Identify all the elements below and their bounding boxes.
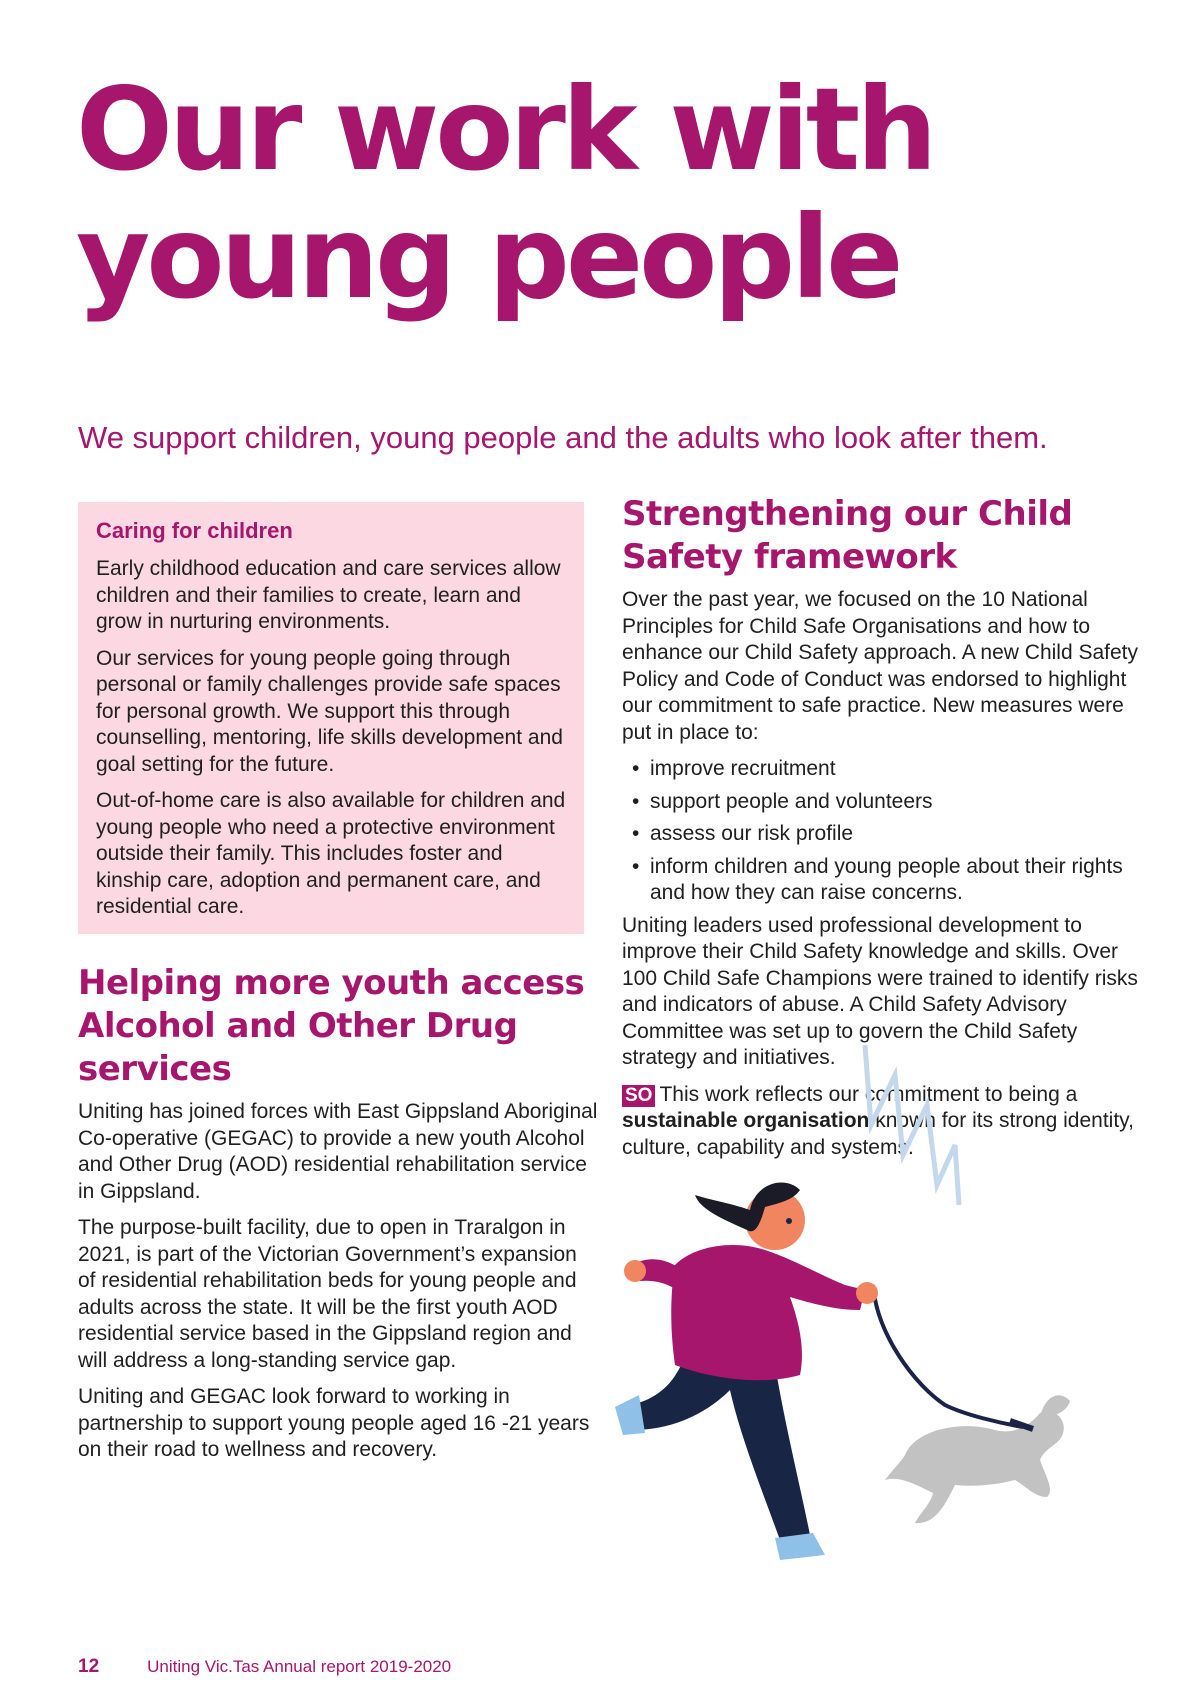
child-safety-intro: Over the past year, we focused on the 10 National Principles for Child Safe Organisations and how to enhance our Child Safety approach. A new Child Safety Policy and Code of Conduct was endorsed to highlight our commitment to safe practice. New measures were put in place to: [622,588,1138,744]
youth-aod-heading: Helping more youth access Alcohol and Other Drug services [78,963,585,1089]
hand [856,1282,878,1304]
girl-walking-dog-illustration [615,1035,1135,1635]
shoe [615,1395,645,1435]
page-title [76,63,1076,324]
report-name: Uniting Vic.Tas Annual report 2019-2020 [147,1657,452,1676]
child-safety-measures-list [622,756,1142,907]
child-safety-heading: Strengthening our Child Safety framework [622,494,1073,577]
intro-text: We support children, young people and the adults who look after them. [78,420,1048,455]
list-item: • assess our risk profile [632,822,854,845]
caring-heading: Caring for children [96,518,293,543]
lightning-icon [865,1045,959,1205]
caring-paragraph: Our services for young people going through personal or family challenges provide safe spaces for personal growth. We support this through counselling, mentoring, life skills development and goal setting for the future. [96,646,563,776]
page-title-line-2: young people [76,191,900,324]
list-item: • inform children and young people about their rights and how they can raise concerns. [632,854,1123,904]
so-highlight: sustainable organisation [622,1109,870,1132]
youth-aod-paragraph: Uniting has joined forces with East Gippsland Aboriginal Co-operative (GEGAC) to provide a new youth Alcohol and Other Drug (AOD) residential rehabilitation service in Gippsland. [78,1100,598,1203]
youth-aod-section [78,962,598,1474]
so-badge: SO [622,1085,655,1107]
list-item: • improve recruitment [632,757,836,780]
caring-paragraph: Out-of-home care is also available for children and young people who need a protective environment outside their family. This includes foster and kinship care, adoption and permanent care, and residential care. [96,789,566,918]
caring-paragraph: Early childhood education and care services allow children and their families to create, learn and grow in nurturing environments. [96,557,561,633]
hand [624,1260,646,1282]
page-title-line-1: Our work with [76,63,934,196]
child-safety-outro: Uniting leaders used professional development to improve their Child Safety knowledge and skills. Over 100 Child Safe Champions were trained to identify risks and indicators of abuse. A Child Safety Advisory Committee was set up to govern the Child Safety strategy and initiatives. [622,913,1138,1069]
list-item: • support people and volunteers [632,789,933,813]
sustainable-organisation-note: SO This work reflects our commitment to being a sustainable organisation known for its strong identity, culture, capability and systems. [622,1082,1134,1159]
shoe [775,1533,825,1560]
leash [873,1285,1023,1427]
page-number: 12 [78,1656,100,1677]
page-footer [78,1656,451,1678]
youth-aod-paragraph: Uniting and GEGAC look forward to working in partnership to support young people aged 16 -21 years on their road to wellness and recovery. [78,1385,590,1461]
youth-aod-paragraph: The purpose-built facility, due to open in Traralgon in 2021, is part of the Victorian Government’s expansion of residential rehabilitation beds for young people and adults across the state. It will be the first youth AOD residential service based in the Gippsland region and will address a long-standing service gap. [78,1216,577,1372]
caring-for-children-box [78,502,584,934]
dog-icon [885,1395,1070,1523]
girl-body [671,1245,865,1380]
girl-legs [630,1355,810,1540]
